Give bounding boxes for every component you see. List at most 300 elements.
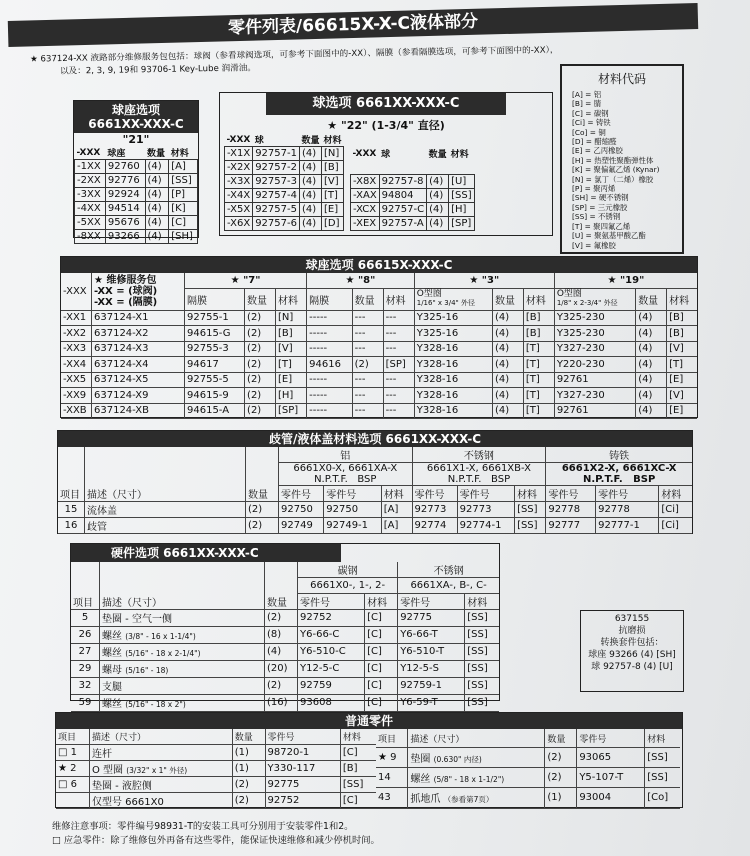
item-description <box>100 694 265 711</box>
table-cell: 92777 <box>546 518 596 534</box>
table-cell: 95676 <box>105 216 145 230</box>
table-header-cell: 材料 <box>645 729 680 748</box>
diaphragm-options-table <box>61 273 697 419</box>
table-cell: 92775 <box>265 776 340 792</box>
common-part-row <box>56 776 376 792</box>
item-number: □ 6 <box>56 776 89 792</box>
table-cell: (4) <box>427 217 449 231</box>
table-cell: [A] <box>381 502 412 518</box>
table-cell: -XX1 <box>61 310 92 326</box>
table-cell: [C] <box>365 660 398 677</box>
item-number: 26 <box>71 626 100 643</box>
table-cell: -X8X <box>351 175 380 189</box>
table-cell: Y330-117 <box>265 760 340 776</box>
mat-label: 材料 <box>275 288 306 310</box>
table-cell: 637124-X2 <box>92 326 185 342</box>
table-cell: --- <box>352 388 383 404</box>
table-cell: [Ci] <box>659 518 692 534</box>
table-header-cell: 球座 <box>105 146 145 160</box>
description-text: 螺丝 <box>102 648 122 659</box>
table-cell: 92755-3 <box>185 341 245 357</box>
group-19-sub: O型圈 <box>556 289 582 299</box>
table-cell: 637124-XB <box>92 403 185 419</box>
diaphragm-row <box>61 388 697 404</box>
table-cell: [E] <box>667 372 697 388</box>
table-cell: Y6-66-C <box>298 626 365 643</box>
mat-label: 材料 <box>365 593 398 609</box>
table-cell: 94615-A <box>185 403 245 419</box>
item-number: 32 <box>71 677 100 694</box>
table-cell: [T] <box>667 357 697 373</box>
table-header-cell: 数量 <box>545 729 577 748</box>
table-cell: (2) <box>245 403 276 419</box>
table-header-cell: 零件号 <box>577 729 645 748</box>
table-cell: [SS] <box>645 768 680 788</box>
table-cell: (4) <box>636 341 667 357</box>
table-cell: [T] <box>523 372 554 388</box>
table-cell: -XX9 <box>61 388 92 404</box>
qty-label: 数量 <box>245 288 276 310</box>
table-cell: -XCX <box>351 203 380 217</box>
material-code-item: [SS] = 不锈钢 <box>572 212 621 222</box>
table-cell: (2) <box>245 310 276 326</box>
group-cast-iron: 铸铁 <box>546 447 692 463</box>
material-code-item: [H] = 热塑性聚酯弹性体 <box>572 155 654 165</box>
table-header-cell: 数量 <box>427 133 449 175</box>
ci-bsp: BSP <box>633 474 656 485</box>
ball-row <box>225 147 344 161</box>
table-cell: --- <box>383 326 414 342</box>
table-cell: [SH] <box>169 230 198 244</box>
table-cell: (2) <box>232 792 265 808</box>
table-cell: (4) <box>299 147 321 161</box>
kit-header: ★ 维修服务包 <box>94 274 157 286</box>
description-text: 垫圈 - 液腔侧 <box>91 780 152 792</box>
table-header-cell: 数量 <box>299 133 321 147</box>
table-cell: [C] <box>365 609 398 626</box>
ss-npt: N.P.T.F. <box>447 474 482 485</box>
table-cell: [C] <box>365 694 398 711</box>
table-cell: [B] <box>523 310 554 326</box>
common-part-row <box>376 748 680 768</box>
table-cell: -XX4 <box>61 357 92 373</box>
diaphragm-row <box>61 403 697 419</box>
table-cell: [E] <box>667 403 697 419</box>
diaphragm-row <box>61 372 697 388</box>
table-cell: 92761 <box>554 403 635 419</box>
col-desc: 描述（尺寸） <box>100 562 265 609</box>
table-cell: -X5X <box>225 203 253 217</box>
mat-label: 材料 <box>667 288 697 310</box>
table-cell: -5XX <box>75 216 106 230</box>
item-number: ★ 9 <box>376 748 408 768</box>
col-item: 项目 <box>58 447 85 502</box>
item-number: 29 <box>71 660 100 677</box>
seat-row <box>75 174 198 188</box>
ci-npt: N.P.T.F. <box>582 474 623 485</box>
table-cell: 92757-1 <box>253 147 300 161</box>
mat-label: 材料 <box>523 288 554 310</box>
table-cell: (4) <box>299 189 321 203</box>
ball-options-box <box>219 92 553 236</box>
table-cell: [B] <box>523 326 554 342</box>
table-cell: 92750 <box>279 502 324 518</box>
table-header-cell: 描述（尺寸） <box>89 729 232 744</box>
table-header-cell: -XXX <box>225 133 253 147</box>
table-cell: [C] <box>169 216 198 230</box>
ball-size-label: ★ "22" (1-3/4" 直径) <box>327 119 445 132</box>
table-cell: (2) <box>245 372 276 388</box>
item-number: 14 <box>376 768 408 788</box>
ball-options-title: 球选项 6661XX-XXX-C <box>266 93 506 115</box>
group-3-sub: O型圈 <box>416 289 442 299</box>
table-header-cell: 描述（尺寸） <box>408 729 545 748</box>
table-cell: -1XX <box>75 160 106 174</box>
hardware-row <box>71 660 499 677</box>
item-description <box>408 748 545 768</box>
table-cell: 637124-X1 <box>92 310 185 326</box>
table-header-row <box>225 133 344 147</box>
table-cell: Y6-66-T <box>398 626 465 643</box>
part-label: 零件号 <box>324 486 382 502</box>
table-cell: 92757-6 <box>253 217 300 231</box>
table-cell: --- <box>383 403 414 419</box>
common-part-row <box>56 760 376 776</box>
kit-sub-2: -XX = (隔膜) <box>94 296 158 308</box>
table-cell: ----- <box>307 341 353 357</box>
kit-sub-1: -XX = (球阀) <box>94 285 158 297</box>
mat-label: 材料 <box>465 593 499 609</box>
table-cell: 92752 <box>298 609 365 626</box>
group-3-note: 1/16" x 3/4" 外径 <box>416 299 475 307</box>
table-cell: ----- <box>307 403 353 419</box>
table-cell: [N] <box>275 310 306 326</box>
description-text: O 型圈 <box>91 764 124 776</box>
table-cell: [P] <box>169 188 198 202</box>
ball-left-table <box>224 133 344 231</box>
table-cell: Y12-5-C <box>298 660 365 677</box>
table-cell: [SS] <box>169 174 198 188</box>
table-cell: Y5-107-T <box>577 768 645 788</box>
table-cell: [SS] <box>465 660 499 677</box>
col-qty: 数量 <box>246 447 279 502</box>
ball-row <box>225 203 344 217</box>
item-number: 5 <box>71 609 100 626</box>
table-cell: [B] <box>667 310 697 326</box>
table-cell: Y6-510-T <box>398 643 465 660</box>
description-text: 垫圈 - 空气一侧 <box>102 614 172 625</box>
table-cell: Y328-16 <box>414 403 492 419</box>
table-cell: 92755-1 <box>185 310 245 326</box>
table-cell: [SP] <box>449 217 475 231</box>
table-cell: (4) <box>427 175 449 189</box>
material-code-item: [B] = 腈 <box>572 99 602 109</box>
table-header-row <box>351 133 475 175</box>
table-cell: (2) <box>232 776 265 792</box>
item-description <box>89 760 232 776</box>
common-parts-tables <box>56 729 682 809</box>
item-number: ★ 2 <box>56 760 89 776</box>
common-part-row <box>376 768 680 788</box>
table-cell: [A] <box>169 160 198 174</box>
table-cell: (4) <box>492 403 523 419</box>
table-cell: [E] <box>275 372 306 388</box>
table-cell: -X1X <box>225 147 253 161</box>
table-cell: (2) <box>246 502 279 518</box>
table-cell: (4) <box>636 310 667 326</box>
col-desc: 描述（尺寸） <box>85 447 246 502</box>
table-header-cell: 材料 <box>449 133 475 175</box>
seat-options-header <box>74 101 198 133</box>
table-cell: Y325-230 <box>554 326 635 342</box>
table-cell: 93065 <box>577 748 645 768</box>
table-cell: [E] <box>322 203 344 217</box>
table-cell: [C] <box>365 643 398 660</box>
table-header-cell: 数量 <box>232 729 265 744</box>
table-cell: ----- <box>307 388 353 404</box>
ball-row <box>225 161 344 175</box>
ss-model: 6661X1-X, 6661XB-X <box>426 463 531 474</box>
table-cell: (4) <box>636 388 667 404</box>
material-code-item: [SH] = 硬不锈钢 <box>572 193 629 203</box>
table-cell: (2) <box>246 518 279 534</box>
table-cell: -XXB <box>61 403 92 419</box>
material-code-item: [U] = 聚氨基甲酸乙酯 <box>572 231 646 241</box>
part-label: 零件号 <box>298 593 365 609</box>
table-cell: Y328-16 <box>414 388 492 404</box>
table-cell: Y12-5-S <box>398 660 465 677</box>
table-cell: [V] <box>667 388 697 404</box>
material-code-item: [T] = 聚四氟乙烯 <box>572 221 631 231</box>
table-cell: 92776 <box>105 174 145 188</box>
table-cell: [B] <box>340 760 376 776</box>
description-text: 螺母 <box>102 665 122 676</box>
table-cell: (4) <box>636 403 667 419</box>
table-cell: [B] <box>322 161 344 175</box>
description-size: (5/16" - 18 x 2-1/4") <box>125 649 201 658</box>
description-size: (3/32" x 1" 外径) <box>126 765 188 775</box>
kit-note-line2: 转换套件包括： <box>600 638 664 648</box>
description-text: 连杆 <box>91 748 112 760</box>
material-code-item: [SP] = 三元橡胶 <box>572 202 628 212</box>
table-cell: [T] <box>322 189 344 203</box>
table-cell: 92760 <box>105 160 145 174</box>
table-cell: (4) <box>427 203 449 217</box>
hardware-options-table <box>71 562 499 712</box>
col-item: 项目 <box>71 562 100 609</box>
table-cell: (4) <box>299 217 321 231</box>
table-cell: Y6-510-C <box>298 643 365 660</box>
diaphragm-options-title: 球座选项 66615X-XXX-C <box>61 257 697 273</box>
material-codes-list <box>562 90 682 250</box>
table-header-cell: 材料 <box>322 133 344 147</box>
table-cell: (1) <box>232 744 265 760</box>
table-header-cell: 零件号 <box>265 729 340 744</box>
table-cell: 98720-1 <box>265 744 340 760</box>
seat-row <box>75 202 198 216</box>
table-cell: 94514 <box>105 202 145 216</box>
item-description <box>100 609 265 626</box>
ball-row <box>225 175 344 189</box>
table-header-cell: 球 <box>379 133 426 175</box>
table-cell: (4) <box>636 326 667 342</box>
stainless-name: 不锈钢 <box>398 562 499 578</box>
table-cell: [Ci] <box>659 502 692 518</box>
table-header-row <box>376 729 680 748</box>
table-cell: (16) <box>265 694 298 711</box>
table-cell: [C] <box>365 677 398 694</box>
table-cell: (4) <box>299 203 321 217</box>
manifold-options-table <box>58 447 692 534</box>
material-codes-box <box>560 64 684 254</box>
intro-text-1: ★ 637124-XX 液路部分维修服务包包括：球阀（参看球阀选项，可参考下面图中的-XX）、隔膜（参看隔膜选项，可参考下面图中的-XX）， <box>29 45 559 65</box>
group-19-note: 1/8" x 2-3/4" 外径 <box>556 299 618 307</box>
table-cell: 94615-9 <box>185 388 245 404</box>
al-model: 6661X0-X, 6661XA-X <box>293 463 398 474</box>
table-cell: Y328-16 <box>414 372 492 388</box>
table-cell: (4) <box>427 189 449 203</box>
table-cell: (2) <box>245 341 276 357</box>
table-header-cell: 材料 <box>169 146 198 160</box>
table-cell: (4) <box>636 357 667 373</box>
table-cell: (4) <box>492 388 523 404</box>
table-cell: [D] <box>322 217 344 231</box>
table-cell: 15 <box>58 502 85 518</box>
table-cell: 92749 <box>279 518 324 534</box>
table-cell: 92774-1 <box>457 518 514 534</box>
col-xxx-label: -XXX <box>63 285 87 297</box>
material-code-item: [D] = 醋缩醛 <box>572 137 617 147</box>
seat-row <box>75 216 198 230</box>
carbon-model: 6661X0-, 1-, 2- <box>298 578 398 594</box>
item-description <box>89 744 232 760</box>
common-parts-box <box>55 712 683 808</box>
material-code-item: [P] = 聚丙烯 <box>572 184 616 194</box>
item-number: 27 <box>71 643 100 660</box>
table-header-cell: 数量 <box>145 146 169 160</box>
table-cell: ----- <box>307 326 353 342</box>
table-cell: [V] <box>322 175 344 189</box>
table-cell: 637124-X9 <box>92 388 185 404</box>
item-description <box>89 776 232 792</box>
common-part-row <box>376 788 680 808</box>
table-header-cell: 项目 <box>56 729 89 744</box>
table-cell: -XX2 <box>61 326 92 342</box>
group-3-label: ★ "3" <box>414 273 554 288</box>
ss-bsp: BSP <box>491 474 511 485</box>
table-cell: (4) <box>492 372 523 388</box>
table-cell: (4) <box>492 326 523 342</box>
table-cell: Y325-16 <box>414 310 492 326</box>
group-stainless: 不锈钢 <box>412 447 546 463</box>
seat-row <box>75 160 198 174</box>
common-parts-right-table <box>376 729 680 809</box>
common-parts-title: 普通零件 <box>56 713 682 729</box>
description-size: (5/8" - 18 x 1-1/2") <box>433 775 505 785</box>
hardware-options-box <box>70 543 500 710</box>
table-cell: 92924 <box>105 188 145 202</box>
table-cell: --- <box>383 341 414 357</box>
table-cell: (1) <box>545 788 577 808</box>
table-cell: (4) <box>492 310 523 326</box>
table-cell: [SS] <box>515 502 546 518</box>
footer-note-2: □ 应急零件：除了维修包外再备有这些零件，能保证快速维修和减少停机时间。 <box>52 835 380 846</box>
table-cell: Y6-59-T <box>398 694 465 711</box>
table-cell: 92752 <box>265 792 340 808</box>
table-cell: 92777-1 <box>596 518 659 534</box>
table-cell: Y327-230 <box>554 388 635 404</box>
manifold-row <box>58 502 692 518</box>
table-cell: -XX3 <box>61 341 92 357</box>
hardware-row <box>71 643 499 660</box>
ci-model: 6661X2-X, 6661XC-X <box>561 463 677 474</box>
item-description <box>100 626 265 643</box>
table-cell: [T] <box>523 341 554 357</box>
table-cell: 92757-3 <box>253 175 300 189</box>
table-cell: --- <box>352 326 383 342</box>
mat-label: 材料 <box>659 486 692 502</box>
al-npt: N.P.T.F. <box>314 474 348 485</box>
seat-options-model: 6661XX-XXX-C <box>88 117 184 131</box>
table-cell: --- <box>352 341 383 357</box>
table-cell: [SS] <box>465 694 499 711</box>
seat-row <box>75 188 198 202</box>
kit-note-line4: 球 92757-8 (4) [U] <box>591 662 673 672</box>
table-cell: 流体盖 <box>85 502 246 518</box>
table-cell: (4) <box>145 188 169 202</box>
table-header-cell: 球 <box>253 133 300 147</box>
table-cell: [T] <box>275 357 306 373</box>
table-cell: [C] <box>340 744 376 760</box>
mat-label: 材料 <box>381 486 412 502</box>
description-text: 螺丝 <box>102 699 122 710</box>
table-cell: 92757-8 <box>379 175 426 189</box>
table-cell: 92761 <box>554 372 635 388</box>
kit-note-number: 637155 <box>614 614 650 624</box>
seat-row <box>75 230 198 244</box>
common-parts-left-table <box>56 729 376 809</box>
ball-row <box>225 217 344 231</box>
table-cell: 92774 <box>412 518 457 534</box>
ball-row <box>351 203 475 217</box>
item-description <box>100 660 265 677</box>
table-header-row <box>56 729 376 744</box>
table-cell: (20) <box>265 660 298 677</box>
part-label: 零件号 <box>596 486 659 502</box>
material-code-item: [A] = 铝 <box>572 90 602 99</box>
table-cell: [SS] <box>465 677 499 694</box>
table-cell: -XAX <box>351 189 380 203</box>
kit-note-box <box>580 610 684 692</box>
description-text: 螺丝 <box>410 774 431 786</box>
table-cell: (4) <box>145 230 169 244</box>
manifold-row <box>58 518 692 534</box>
description-size: (0.630" 内径) <box>433 755 482 765</box>
table-cell: (2) <box>245 388 276 404</box>
table-cell: [SS] <box>515 518 546 534</box>
table-cell: (4) <box>492 357 523 373</box>
table-cell: [A] <box>381 518 412 534</box>
table-cell: [SS] <box>449 189 475 203</box>
description-text: 支腿 <box>102 682 122 693</box>
material-code-item: [Ci] = 铸铁 <box>572 118 611 128</box>
manifold-options-box <box>57 430 693 534</box>
col-qty: 数量 <box>265 562 298 609</box>
table-cell: 93004 <box>577 788 645 808</box>
table-cell: 94616 <box>307 357 353 373</box>
ball-row <box>351 175 475 189</box>
hardware-row <box>71 677 499 694</box>
